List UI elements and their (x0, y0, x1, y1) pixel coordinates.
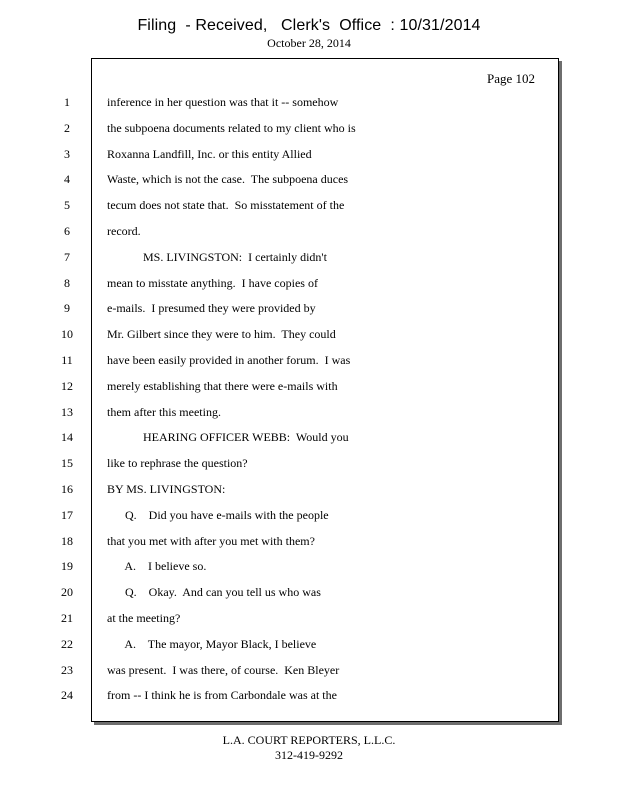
line-text: HEARING OFFICER WEBB: Would you (107, 430, 349, 444)
page-number: Page 102 (487, 71, 536, 86)
line-number: 14 (61, 430, 73, 444)
line-number: 12 (61, 379, 73, 393)
line-number: 13 (61, 405, 73, 419)
line-text: the subpoena documents related to my client who is (107, 121, 356, 135)
line-number: 2 (64, 121, 70, 135)
line-text: inference in her question was that it -- somehow (107, 95, 339, 109)
filing-stamp: Filing - Received, Clerk's Office : 10/31/2014 (137, 17, 481, 34)
line-number: 4 (64, 172, 70, 186)
line-text: have been easily provided in another forum. I was (107, 353, 351, 367)
line-text: at the meeting? (107, 611, 181, 625)
line-number: 19 (61, 559, 73, 573)
line-number: 1 (64, 95, 70, 109)
footer-phone: 312-419-9292 (275, 748, 343, 762)
line-number: 23 (61, 663, 73, 677)
line-number: 8 (64, 276, 70, 290)
line-number: 21 (61, 611, 73, 625)
line-number: 15 (61, 456, 73, 470)
line-text: record. (107, 224, 141, 238)
line-number: 7 (64, 250, 70, 264)
line-number: 5 (64, 198, 70, 212)
line-text: Mr. Gilbert since they were to him. They could (107, 327, 336, 341)
line-number: 20 (61, 585, 73, 599)
line-text: Waste, which is not the case. The subpoena duces (107, 172, 349, 186)
line-number: 3 (64, 147, 70, 161)
line-text: was present. I was there, of course. Ken Bleyer (107, 663, 340, 677)
line-number: 18 (61, 534, 73, 548)
line-text: Q. Did you have e-mails with the people (107, 508, 329, 522)
line-number: 24 (61, 688, 73, 702)
line-text: Q. Okay. And can you tell us who was (107, 585, 321, 599)
line-number: 11 (61, 353, 73, 367)
line-text: e-mails. I presumed they were provided by (107, 301, 316, 315)
line-text: like to rephrase the question? (107, 456, 248, 470)
line-text: A. I believe so. (107, 559, 207, 573)
line-text: A. The mayor, Mayor Black, I believe (107, 637, 317, 651)
transcript-date: October 28, 2014 (267, 36, 351, 50)
line-text: MS. LIVINGSTON: I certainly didn't (107, 250, 327, 264)
line-text: tecum does not state that. So misstatement of the (107, 198, 345, 212)
line-number: 22 (61, 637, 73, 651)
line-text: Roxanna Landfill, Inc. or this entity Allied (107, 147, 312, 161)
footer-company: L.A. COURT REPORTERS, L.L.C. (222, 733, 396, 747)
line-number: 16 (61, 482, 73, 496)
line-number: 9 (64, 301, 70, 315)
line-number: 6 (64, 224, 70, 238)
line-text: merely establishing that there were e-mails with (107, 379, 338, 393)
line-text: that you met with after you met with them? (107, 534, 315, 548)
line-text: BY MS. LIVINGSTON: (107, 482, 226, 496)
line-number: 17 (61, 508, 73, 522)
line-text: from -- I think he is from Carbondale was at the (107, 688, 337, 702)
line-text: them after this meeting. (107, 405, 221, 419)
line-text: mean to misstate anything. I have copies of (107, 276, 318, 290)
line-number: 10 (61, 327, 73, 341)
